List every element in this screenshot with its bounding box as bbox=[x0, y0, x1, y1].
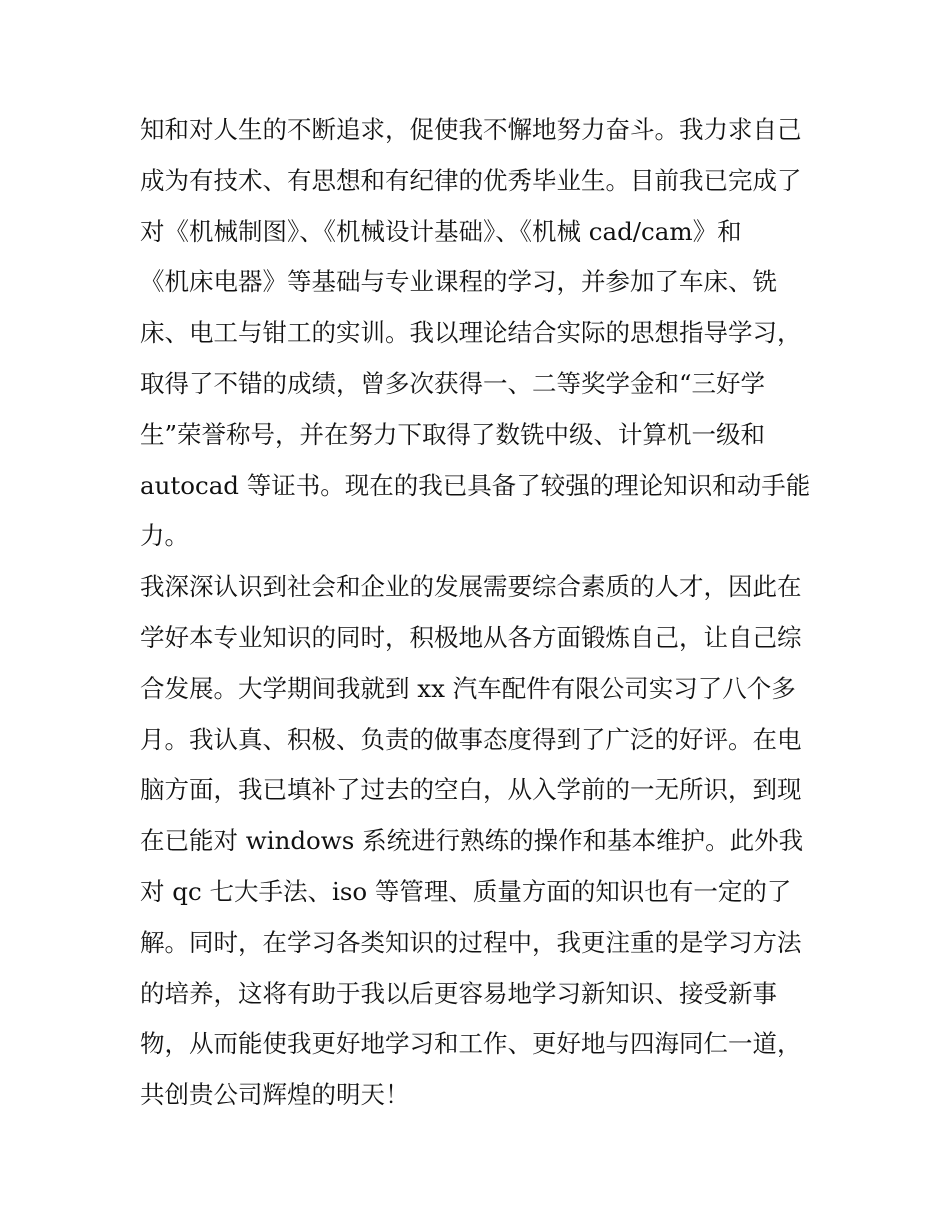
text-line: 的培养，这将有助于我以后更容易地学习新知识、接受新事 bbox=[140, 978, 777, 1008]
text-line: 解。同时，在学习各类知识的过程中，我更注重的是学习方法 bbox=[140, 927, 802, 957]
text-line: 合发展。大学期间我就到 xx 汽车配件有限公司实习了八个多 bbox=[140, 673, 796, 703]
text-line: 物，从而能使我更好地学习和工作、更好地与四海同仁一道， bbox=[140, 1029, 802, 1059]
text-line: 《机床电器》等基础与专业课程的学习，并参加了车床、铣 bbox=[140, 267, 777, 297]
text-line: 取得了不错的成绩，曾多次获得一、二等奖学金和“三好学 bbox=[140, 368, 766, 398]
text-line: 月。我认真、积极、负责的做事态度得到了广泛的好评。在电 bbox=[140, 724, 802, 754]
text-line: 脑方面，我已填补了过去的空白，从入学前的一无所识，到现 bbox=[140, 775, 802, 805]
text-line: 对《机械制图》、《机械设计基础》、《机械 cad/cam》和 bbox=[140, 216, 742, 246]
text-line: autocad 等证书。现在的我已具备了较强的理论知识和动手能 bbox=[140, 470, 811, 500]
text-line: 床、电工与钳工的实训。我以理论结合实际的思想指导学习， bbox=[140, 318, 802, 348]
text-line: 知和对人生的不断追求，促使我不懈地努力奋斗。我力求自己 bbox=[140, 115, 802, 144]
text-line: 对 qc 七大手法、iso 等管理、质量方面的知识也有一定的了 bbox=[140, 876, 792, 906]
text-line: 力。 bbox=[140, 521, 189, 551]
text-line: 我深深认识到社会和企业的发展需要综合素质的人才，因此在 bbox=[140, 572, 802, 602]
body-text bbox=[140, 105, 820, 1121]
text-line: 成为有技术、有思想和有纪律的优秀毕业生。目前我已完成了 bbox=[140, 165, 802, 195]
text-line: 共创贵公司辉煌的明天！ bbox=[140, 1080, 410, 1110]
text-line: 学好本专业知识的同时，积极地从各方面锻炼自己，让自己综 bbox=[140, 622, 802, 652]
text-line: 在已能对 windows 系统进行熟练的操作和基本维护。此外我 bbox=[140, 826, 804, 856]
text-line: 生”荣誉称号，并在努力下取得了数铣中级、计算机一级和 bbox=[140, 419, 766, 449]
